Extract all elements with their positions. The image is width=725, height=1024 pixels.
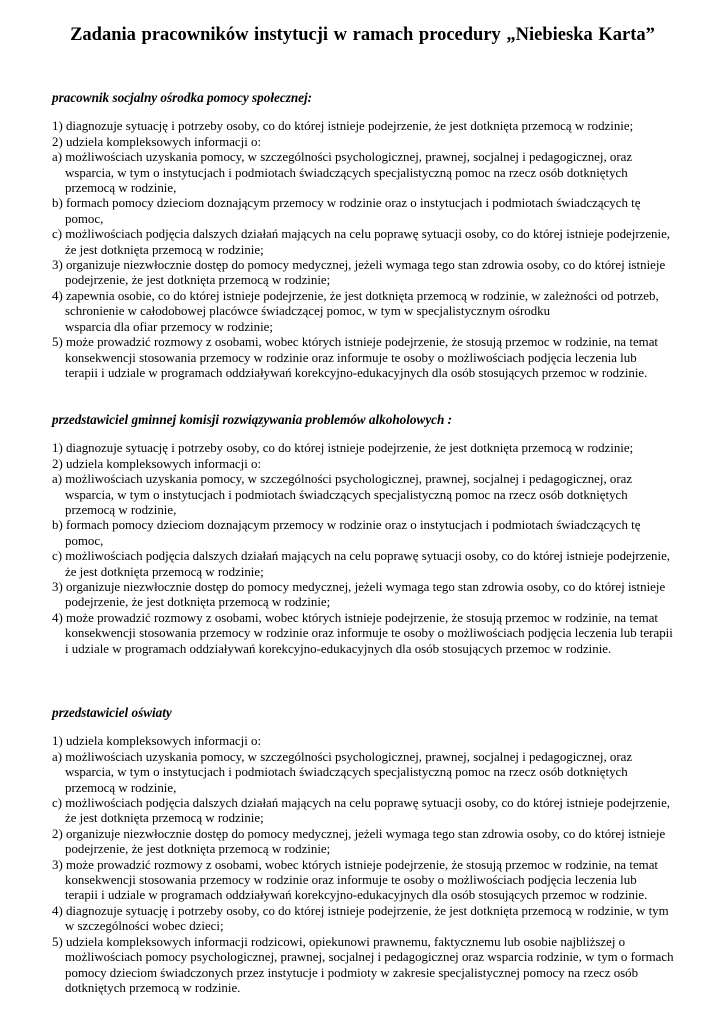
list-item: 2) organizuje niezwłocznie dostęp do pomocy medycznej, jeżeli wymaga tego stan zdrowia osoby, co do której istnieje podejrzenie, że jest dotknięta przemocą w rodzinie; <box>52 826 666 857</box>
list-item: a) możliwościach uzyskania pomocy, w szczególności psychologicznej, prawnej, socjalnej i pedagogicznej, oraz wsparcia, w tym o instytucjach i podmiotach świadczących specjalistyczną pomoc na rzecz osób dotkniętych przemocą w rodzinie, <box>52 150 633 196</box>
task-list <box>52 734 702 996</box>
list-item: 4) może prowadzić rozmowy z osobami, wobec których istnieje podejrzenie, że stosują przemoc w rodzinie, na temat konsekwencji stosowania przemocy w rodzinie oraz informuje te osoby o możliwościach podjęcia leczenia lub terapii i udziale w programach oddziaływań korekcyjno-edukacyjnych dla osób stosujących przemoc w rodzinie. <box>52 610 673 656</box>
list-item: 1) udziela kompleksowych informacji o: <box>52 734 262 749</box>
list-item: c) możliwościach podjęcia dalszych działań mających na celu poprawę sytuacji osoby, co do której istnieje podejrzenie, że jest dotknięta przemocą w rodzinie; <box>52 549 671 579</box>
section-alcohol-commission <box>52 412 702 657</box>
list-item: c) możliwościach podjęcia dalszych działań mających na celu poprawę sytuacji osoby, co do której istnieje podejrzenie, że jest dotknięta przemocą w rodzinie; <box>52 796 671 826</box>
list-item: a) możliwościach uzyskania pomocy, w szczególności psychologicznej, prawnej, socjalnej i pedagogicznej, oraz wsparcia, w tym o instytucjach i podmiotach świadczących specjalistyczną pomoc na rzecz osób dotkniętych przemocą w rodzinie, <box>52 472 633 518</box>
section-heading: przedstawiciel gminnej komisji rozwiązywania problemów alkoholowych : <box>52 412 453 427</box>
list-item: c) możliwościach podjęcia dalszych działań mających na celu poprawę sytuacji osoby, co do której istnieje podejrzenie, że jest dotknięta przemocą w rodzinie; <box>52 227 671 257</box>
list-item: 3) organizuje niezwłocznie dostęp do pomocy medycznej, jeżeli wymaga tego stan zdrowia osoby, co do której istnieje podejrzenie, że jest dotknięta przemocą w rodzinie; <box>52 580 666 610</box>
list-item: 1) diagnozuje sytuację i potrzeby osoby, co do której istnieje podejrzenie, że jest dotknięta przemocą w rodzinie; <box>52 441 634 456</box>
list-item: 4) zapewnia osobie, co do której istnieje podejrzenie, że jest dotknięta przemocą w rodzinie, w zależności od potrzeb, schronienie w całodobowej placówce świadczącej pomoc, w tym w specjalistycznym ośrodku wsparcia dla ofiar przemocy w rodzinie; <box>52 288 659 334</box>
list-item: 4) diagnozuje sytuację i potrzeby osoby, co do której istnieje podejrzenie, że jest dotknięta przemocą w rodzinie, w tym w szczególności wobec dzieci; <box>52 903 669 934</box>
section-education <box>52 705 702 996</box>
list-item: b) formach pomocy dzieciom doznającym przemocy w rodzinie oraz o instytucjach i podmiotach świadczących tę pomoc, <box>52 196 641 226</box>
section-heading: przedstawiciel oświaty <box>52 705 172 720</box>
page-title: Zadania pracowników instytucji w ramach procedury „Niebieska Karta” <box>70 25 655 45</box>
list-item: a) możliwościach uzyskania pomocy, w szczególności psychologicznej, prawnej, socjalnej i pedagogicznej, oraz wsparcia, w tym o instytucjach i podmiotach świadczących specjalistyczną pomoc na rzecz osób dotkniętych przemocą w rodzinie, <box>52 749 633 795</box>
list-item: 1) diagnozuje sytuację i potrzeby osoby, co do której istnieje podejrzenie, że jest dotknięta przemocą w rodzinie; <box>52 119 634 134</box>
list-item: 3) organizuje niezwłocznie dostęp do pomocy medycznej, jeżeli wymaga tego stan zdrowia osoby, co do której istnieje podejrzenie, że jest dotknięta przemocą w rodzinie; <box>52 258 666 288</box>
task-list <box>52 441 702 657</box>
list-item: 2) udziela kompleksowych informacji o: <box>52 134 262 149</box>
section-heading: pracownik socjalny ośrodka pomocy społecznej: <box>52 90 313 105</box>
list-item: 5) może prowadzić rozmowy z osobami, wobec których istnieje podejrzenie, że stosują przemoc w rodzinie, na temat konsekwencji stosowania przemocy w rodzinie oraz informuje te osoby o możliwościach podjęcia leczenia lub terapii i udziale w programach oddziaływań korekcyjno-edukacyjnych dla osób stosujących przemoc w rodzinie. <box>52 335 658 380</box>
list-item: 5) udziela kompleksowych informacji rodzicowi, opiekunowi prawnemu, faktycznemu lub osobie najbliższej o możliwościach pomocy psychologicznej, prawnej, socjalnej i pedagogicznej oraz wsparcia rodzinie, w tym o formach pomocy dzieciom świadczonych przez instytucje i podmioty w zakresie specjalistycznej pomocy na rzecz osób dotkniętych przemocą w rodzinie. <box>52 934 674 995</box>
list-item: 3) może prowadzić rozmowy z osobami, wobec których istnieje podejrzenie, że stosują przemoc w rodzinie, na temat konsekwencji stosowania przemocy w rodzinie oraz informuje te osoby o możliwościach podjęcia leczenia lub terapii i udziale w programach oddziaływań korekcyjno-edukacyjnych dla osób stosujących przemoc w rodzinie. <box>52 857 658 903</box>
task-list <box>52 119 702 381</box>
list-item: 2) udziela kompleksowych informacji o: <box>52 456 262 471</box>
section-social-worker <box>52 90 702 381</box>
list-item: b) formach pomocy dzieciom doznającym przemocy w rodzinie oraz o instytucjach i podmiotach świadczących tę pomoc, <box>52 518 641 548</box>
